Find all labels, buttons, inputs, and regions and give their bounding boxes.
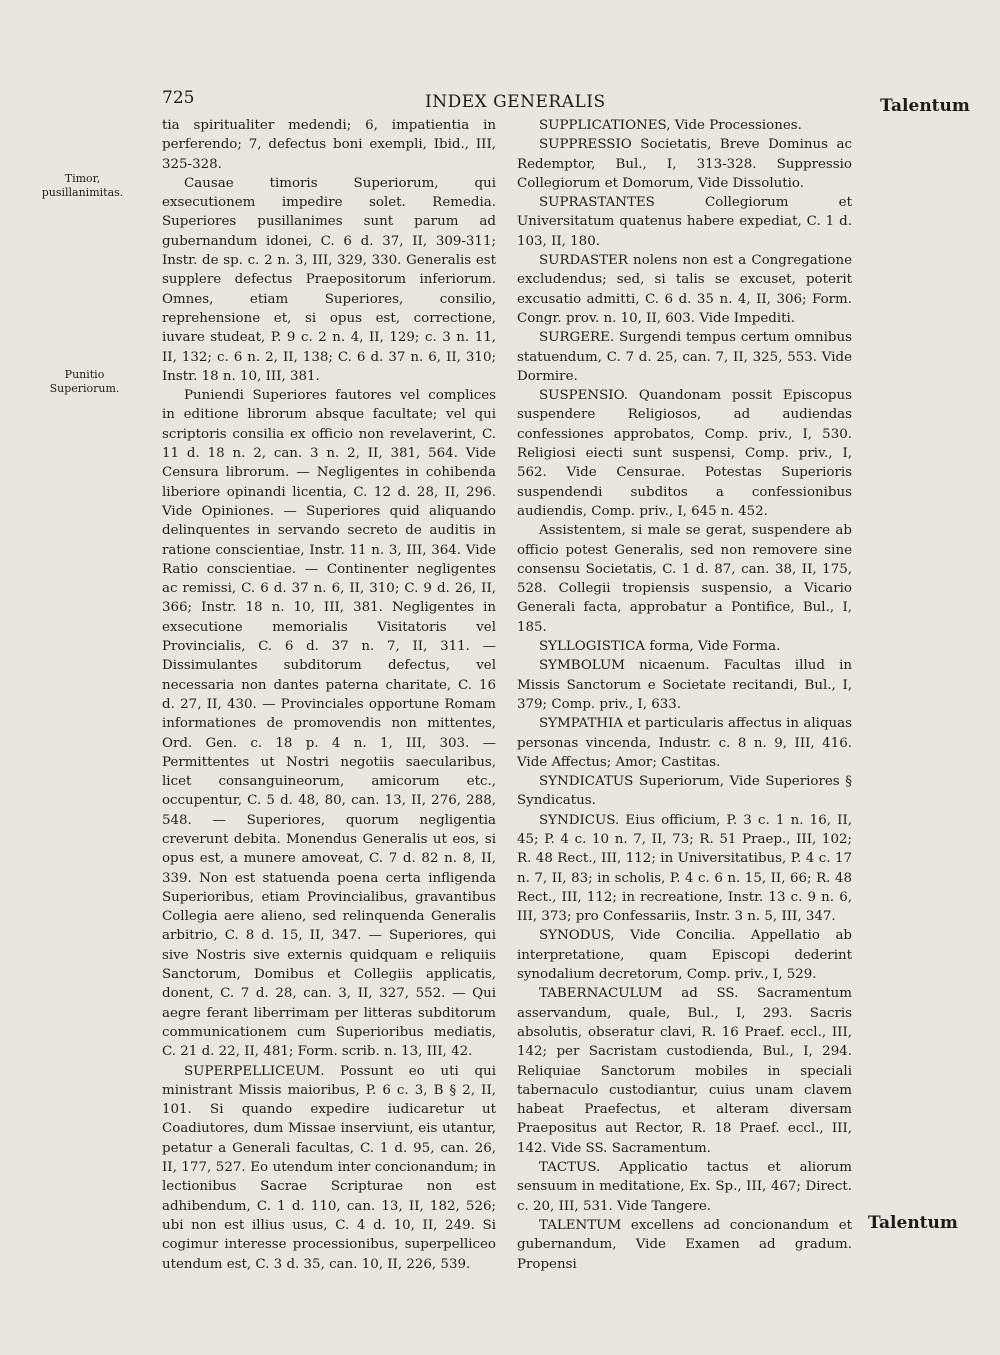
index-entry-superpelliceum: SUPERPELLICEUM. Possunt eo uti qui ministrant Missis maioribus, P. 6 c. 3, B § 2, II, 101. Si quando expedire iudicaretur ut Coadiutores, dum Missae inserviunt, eis utantur, petatur a Generali facultas, C. 1 d. 95, can. 26, II, 177, 527. Eo utendum inter concionandum; in lectionibus Sacrae Scripturae non est adhibendum, C. 1 d. 110, can. 13, II, 182, 526; ubi non est illius usus, C. 4 d. 10, II, 249. Si cogimur interesse processionibus, superpelliceo utendum est, C. 3 d. 35, can. 10, II, 226, 539. xyxy=(162,1063,496,1272)
index-entry: SYMBOLUM nicaenum. Facultas illud in Missis Sanctorum e Societate recitandi, Bul., I, 379; Comp. priv., I, 633. xyxy=(517,658,852,712)
index-entry: SYNDICUS. Eius officium, P. 3 c. 1 n. 16, II, 45; P. 4 c. 10 n. 7, II, 73; R. 51 Praep., III, 102; R. 48 Rect., III, 112; in Universitatibus, P. 4 c. 17 n. 7, II, 83; in scholis, P. 4 c. 6 n. 15, II, 66; R. 48 Rect., III, 112; in recreatione, Instr. 13 c. 9 n. 6, III, 373; pro Confessariis, Instr. 3 n. 5, III, 347. xyxy=(517,812,852,925)
index-entry: SUPPRESSIO Societatis, Breve Dominus ac Redemptor, Bul., I, 313-328. Suppressio Collegiorum et Domorum, Vide Dissolutio. xyxy=(517,137,852,191)
index-entry: SYNODUS, Vide Concilia. Appellatio ab interpretatione, quam Episcopi dederint synodalium decretorum, Comp. priv., I, 529. xyxy=(517,928,852,983)
index-entry: SUPPLICATIONES, Vide Processiones. xyxy=(539,118,802,133)
running-head: INDEX GENERALIS xyxy=(425,92,606,112)
index-entry: TALENTUM excellens ad concionandum et gubernandum, Vide Examen ad gradum. Propensi xyxy=(517,1217,852,1272)
index-entry: SURDASTER nolens non est a Congregatione excludendus; sed, si talis se excuset, poterit excusatio admitti, C. 6 d. 35 n. 4, II, 306; Form. Congr. prov. n. 10, II, 603. Vide Impediti. xyxy=(517,253,852,326)
margin-note-line: Timor, xyxy=(64,172,101,185)
index-paragraph: Puniendi Superiores fautores vel complices in editione librorum absque facultate; vel qui scriptoris consilia ex officio non revelaverint, C. 11 d. 18 n. 2, can. 3 n. 2, II, 381, 564. Vide Censura librorum. — Negligentes in cohibenda liberiore opinandi licentia, C. 12 d. 28, II, 296. Vide Opiniones. — Superiores quid aliquando delinquentes in servando secreto de auditis in ratione conscientiae, Instr. 11 n. 3, III, 364. Vide Ratio conscientiae. — Continenter negligentes ac remissi, C. 6 d. 37 n. 6, II, 310; C. 9 d. 26, II, 366; Instr. 18 n. 10, III, 381. Negligentes in exsecutione memorialis Visitatoris vel Provincialis, C. 6 d. 37 n. 7, II, 311. — Dissimulantes subditorum defectus, vel necessaria non dantes paterna charitate, C. 16 d. 27, II, 430. — Provinciales opportune Romam informationes de promovendis non mittentes, Ord. Gen. c. 18 p. 4 n. 1, III, 303. — Permittentes ut Nostri negotiis saecularibus, licet consanguineorum, amicorum etc., occupentur, C. 5 d. 48, 80, can. 13, II, 276, 288, 548. — Superiores, quorum negligentia creverunt debita. Monendus Generalis ut eos, si opus est, a munere amoveat, C. 7 d. 82 n. 8, II, 339. Non est statuenda poena certa infligenda Superioribus, etiam Provincialibus, gravantibus Collegia aere alieno, sed relinquenda Generalis arbitrio, C. 8 d. 15, II, 347. — Superiores, qui sive Nostris sive externis quidquam e reliquiis Sanctorum, Domibus et Collegiis applicatis, donent, C. 7 d. 28, can. 3, II, 327, 552. — Qui aegre ferant liberrimam per litteras subditorum communicationem cum Superioribus mediatis, C. 21 d. 22, II, 481; Form. scrib. n. 13, III, 42. xyxy=(162,388,496,1060)
index-paragraph: tia spiritualiter medendi; 6, impatientia in perferendo; 7, defectus boni exempli, Ibid., III, 325-328. xyxy=(162,118,496,172)
index-paragraph: Assistentem, si male se gerat, suspendere ab officio potest Generalis, sed non removere sine consensu Societatis, C. 1 d. 87, can. 38, II, 175, 528. Collegii tropiensis suspensio, a Vicario Generali facta, approbatur a Pontifice, Bul., I, 185. xyxy=(517,523,852,635)
catchword-bottom: Talentum xyxy=(868,1213,958,1233)
margin-note-line: pusillanimitas. xyxy=(41,186,124,199)
right-column xyxy=(517,116,852,1274)
index-entry: SURGERE. Surgendi tempus certum omnibus statuendum, C. 7 d. 25, can. 7, II, 325, 553. Vide Dormire. xyxy=(517,330,852,384)
index-entry: SYLLOGISTICA forma, Vide Forma. xyxy=(539,639,781,655)
index-entry: TABERNACULUM ad SS. Sacramentum asservandum, quale, Bul., I, 293. Sacris absolutis, obseratur clavi, R. 16 Praef. eccl., III, 142; per Sacristam custodienda, Bul., I, 294. Reliquiae Sanctorum mobiles in speciali tabernaculo custodiantur, cuius unam clavem habeat Praefectus, et alteram diversam Praepositus aut Rector, R. 18 Praef. eccl., III, 142. Vide SS. Sacramentum. xyxy=(517,986,852,1156)
index-entry: SUSPENSIO. Quandonam possit Episcopus suspendere Religiosos, ad audiendas confessiones approbatos, Comp. priv., I, 530. Religiosi eiecti sunt suspensi, Comp. priv., I, 562. Vide Censurae. Potestas Superioris suspendendi subditos a confessionibus audiendis, Comp. priv., I, 645 n. 452. xyxy=(517,388,852,519)
index-paragraph: Causae timoris Superiorum, qui exsecutionem impedire solet. Remedia. Superiores pusillanimes sunt parum ad gubernandum idonei, C. 6 d. 37, II, 309-311; Instr. de sp. c. 2 n. 3, III, 329, 330. Generalis est supplere defectus Praepositorum inferiorum. Omnes, etiam Superiores, consilio, reprehensione et, si opus est, correctione, iuvare studeat, P. 9 c. 2 n. 4, II, 129; c. 3 n. 11, II, 132; c. 6 n. 2, II, 138; C. 6 d. 37 n. 6, II, 310; Instr. 18 n. 10, III, 381. xyxy=(162,175,496,384)
index-entry: SUPRASTANTES Collegiorum et Universitatum quatenus habere expediat, C. 1 d. 103, II, 180. xyxy=(517,195,852,249)
index-entry: SYMPATHIA et particularis affectus in aliquas personas vincenda, Industr. c. 8 n. 9, III, 416. Vide Affectus; Amor; Castitas. xyxy=(517,716,852,770)
catchword-top: Talentum xyxy=(880,96,970,116)
margin-note-punitio xyxy=(22,368,147,396)
margin-note-timor xyxy=(20,172,145,200)
index-entry: TACTUS. Applicatio tactus et aliorum sensuum in meditatione, Ex. Sp., III, 467; Direct. c. 20, III, 531. Vide Tangere. xyxy=(517,1160,852,1214)
index-entry: SYNDICATUS Superiorum, Vide Superiores § Syndicatus. xyxy=(517,774,852,809)
margin-note-line: Superiorum. xyxy=(49,382,120,395)
left-column xyxy=(162,116,496,1274)
margin-note-line: Punitio xyxy=(64,368,105,381)
page-number: 725 xyxy=(162,88,195,108)
